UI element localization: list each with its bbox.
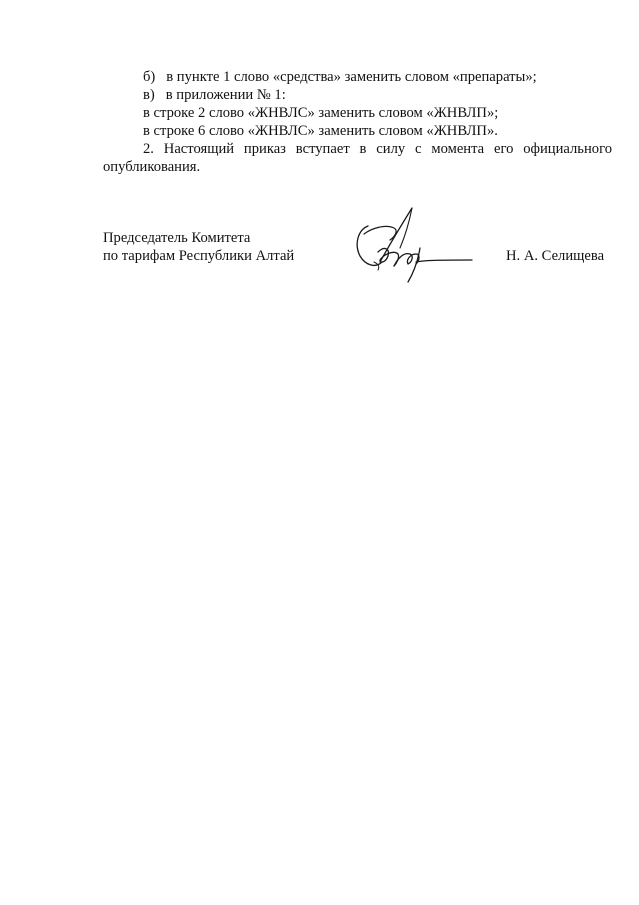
list-item-v — [143, 86, 286, 104]
signatory-name: Н. А. Селищева — [506, 248, 605, 264]
list-item-text: в пункте 1 слово «средства» заменить словом «препараты»; — [166, 69, 537, 85]
list-item-b — [143, 68, 537, 86]
handwritten-signature-icon — [350, 204, 480, 286]
row-change-6: в строке 6 слово «ЖНВЛС» заменить словом «ЖНВЛП». — [143, 123, 498, 139]
paragraph-2-line-2: опубликования. — [103, 159, 201, 175]
paragraph-2 — [103, 140, 612, 176]
signatory-position — [103, 229, 294, 265]
list-marker: в) — [143, 87, 155, 103]
paragraph-2-line-1: 2. Настоящий приказ вступает в силу с момента его официального — [143, 141, 612, 157]
position-line-2: по тарифам Республики Алтай — [103, 248, 295, 264]
position-line-1: Председатель Комитета — [103, 230, 251, 246]
row-change-2: в строке 2 слово «ЖНВЛС» заменить словом «ЖНВЛП»; — [143, 105, 499, 121]
list-marker: б) — [143, 69, 156, 85]
list-item-text: в приложении № 1: — [165, 87, 286, 103]
